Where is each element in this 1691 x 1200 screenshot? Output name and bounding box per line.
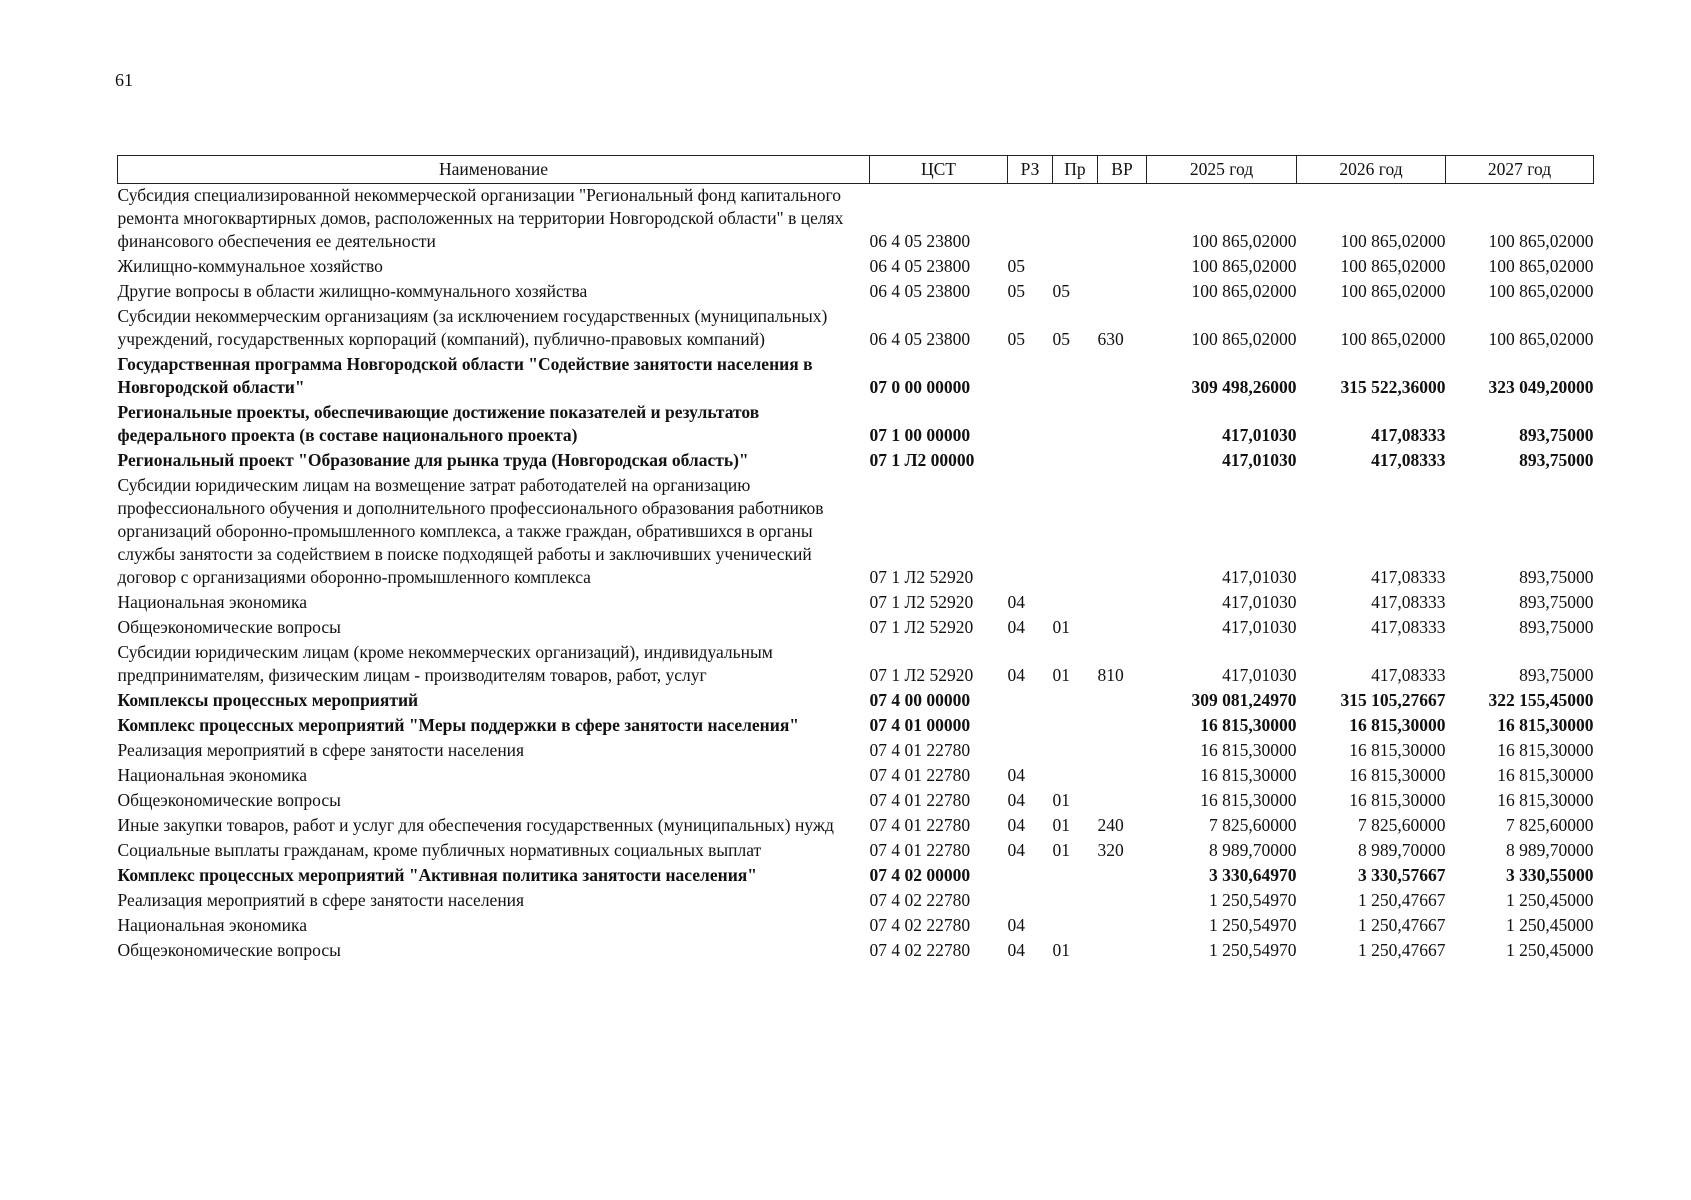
- rz-cell: 04: [1007, 617, 1025, 637]
- value-2025-cell: 417,01030: [1222, 450, 1297, 470]
- value-2027-cell: 893,75000: [1519, 592, 1594, 612]
- header-name: Наименование: [118, 156, 870, 184]
- value-2027-cell: 16 815,30000: [1497, 790, 1594, 810]
- value-2025-cell: 417,01030: [1222, 617, 1297, 637]
- table-row: [118, 616, 1594, 641]
- page-number: 61: [115, 70, 133, 90]
- name-cell: Комплексы процессных мероприятий: [117, 690, 419, 710]
- vr-cell: [1098, 789, 1147, 814]
- rz-cell: [1008, 184, 1053, 256]
- vr-cell: [1098, 353, 1147, 401]
- table-row: [118, 814, 1594, 839]
- header-rz: РЗ: [1008, 156, 1053, 184]
- pr-cell: [1053, 864, 1098, 889]
- cst-cell: 07 1 Л2 52920: [869, 665, 974, 685]
- value-2026-cell: 100 865,02000: [1340, 329, 1446, 349]
- pr-cell: [1053, 353, 1098, 401]
- vr-cell: [1098, 280, 1147, 305]
- pr-cell: [1053, 689, 1098, 714]
- name-cell: Национальная экономика: [117, 765, 308, 785]
- cst-cell: 07 4 01 22780: [869, 790, 971, 810]
- name-cell: Общеэкономические вопросы: [117, 790, 341, 810]
- table-row: [118, 914, 1594, 939]
- rz-cell: [1008, 739, 1053, 764]
- vr-cell: [1098, 914, 1147, 939]
- header-vr: ВР: [1098, 156, 1147, 184]
- value-2027-cell: 893,75000: [1519, 567, 1594, 587]
- pr-cell: [1053, 184, 1098, 256]
- cst-cell: 07 4 01 22780: [869, 815, 971, 835]
- pr-cell: [1053, 914, 1098, 939]
- value-2025-cell: 100 865,02000: [1191, 329, 1297, 349]
- value-2027-cell: 893,75000: [1519, 425, 1594, 445]
- name-cell: Комплекс процессных мероприятий "Меры поддержки в сфере занятости населения": [117, 715, 800, 735]
- table-row: [118, 714, 1594, 739]
- name-cell: Государственная программа Новгородской области "Содействие занятости населения в Новгородской области": [117, 354, 813, 397]
- name-cell: Субсидии юридическим лицам (кроме некоммерческих организаций), индивидуальным предпринимателям, физическим лицам - производителям товаров, работ, услуг: [117, 642, 773, 685]
- value-2025-cell: 7 825,60000: [1209, 815, 1297, 835]
- cst-cell: 07 1 Л2 52920: [869, 567, 974, 587]
- pr-cell: 01: [1052, 815, 1070, 835]
- rz-cell: [1008, 401, 1053, 449]
- value-2025-cell: 3 330,64970: [1209, 865, 1297, 885]
- table-header-row: [118, 156, 1594, 184]
- pr-cell: 05: [1052, 281, 1070, 301]
- pr-cell: 01: [1052, 940, 1070, 960]
- value-2026-cell: 3 330,57667: [1358, 865, 1446, 885]
- table-row: [118, 474, 1594, 591]
- name-cell: Национальная экономика: [117, 915, 308, 935]
- vr-cell: [1098, 616, 1147, 641]
- name-cell: Общеэкономические вопросы: [117, 940, 341, 960]
- name-cell: Иные закупки товаров, работ и услуг для обеспечения государственных (муниципальных) нужд: [117, 815, 834, 835]
- table-row: [118, 689, 1594, 714]
- value-2025-cell: 16 815,30000: [1200, 765, 1297, 785]
- cst-cell: 06 4 05 23800: [869, 256, 971, 276]
- value-2027-cell: 100 865,02000: [1488, 329, 1594, 349]
- name-cell: Национальная экономика: [117, 592, 308, 612]
- rz-cell: [1008, 474, 1053, 591]
- value-2026-cell: 417,08333: [1371, 592, 1446, 612]
- table-row: [118, 789, 1594, 814]
- pr-cell: [1053, 591, 1098, 616]
- cst-cell: 07 4 02 22780: [869, 940, 971, 960]
- value-2025-cell: 309 081,24970: [1191, 690, 1297, 710]
- table-row: [118, 764, 1594, 789]
- name-cell: Субсидии некоммерческим организациям (за исключением государственных (муниципальных) учреждений, государственных корпораций (компаний), публично-правовых компаний): [117, 306, 828, 349]
- value-2025-cell: 100 865,02000: [1191, 231, 1297, 251]
- table-row: [118, 839, 1594, 864]
- value-2027-cell: 893,75000: [1519, 617, 1594, 637]
- value-2026-cell: 100 865,02000: [1340, 231, 1446, 251]
- pr-cell: 05: [1052, 329, 1070, 349]
- cst-cell: 07 0 00 00000: [869, 377, 971, 397]
- cst-cell: 07 4 01 22780: [869, 840, 971, 860]
- table-row: [118, 255, 1594, 280]
- name-cell: Реализация мероприятий в сфере занятости населения: [117, 740, 525, 760]
- value-2025-cell: 417,01030: [1222, 592, 1297, 612]
- table-body: [118, 184, 1594, 965]
- vr-cell: [1098, 939, 1147, 964]
- value-2026-cell: 417,08333: [1371, 665, 1446, 685]
- header-cst: ЦСТ: [870, 156, 1008, 184]
- value-2026-cell: 100 865,02000: [1340, 281, 1446, 301]
- table-row: [118, 305, 1594, 353]
- name-cell: Субсидия специализированной некоммерческой организации "Региональный фонд капитального ремонта многоквартирных домов, расположенных на территории Новгородской области" в целях финансового обеспечения ее деятельности: [117, 185, 844, 251]
- header-pr: Пр: [1053, 156, 1098, 184]
- value-2025-cell: 417,01030: [1222, 665, 1297, 685]
- value-2026-cell: 1 250,47667: [1358, 940, 1446, 960]
- value-2027-cell: 1 250,45000: [1506, 940, 1594, 960]
- value-2026-cell: 100 865,02000: [1340, 256, 1446, 276]
- pr-cell: [1053, 255, 1098, 280]
- value-2026-cell: 16 815,30000: [1349, 740, 1446, 760]
- cst-cell: 07 4 02 22780: [869, 890, 971, 910]
- value-2027-cell: 893,75000: [1519, 450, 1594, 470]
- table-row: [118, 641, 1594, 689]
- name-cell: Реализация мероприятий в сфере занятости населения: [117, 890, 525, 910]
- table-row: [118, 591, 1594, 616]
- value-2025-cell: 1 250,54970: [1209, 915, 1297, 935]
- name-cell: Жилищно-коммунальное хозяйство: [117, 256, 383, 276]
- value-2027-cell: 16 815,30000: [1497, 740, 1594, 760]
- table-row: [118, 449, 1594, 474]
- value-2025-cell: 1 250,54970: [1209, 890, 1297, 910]
- value-2027-cell: 1 250,45000: [1506, 915, 1594, 935]
- header-2026: 2026 год: [1297, 156, 1446, 184]
- value-2027-cell: 322 155,45000: [1488, 690, 1594, 710]
- budget-table: [117, 155, 1594, 964]
- rz-cell: [1008, 864, 1053, 889]
- value-2027-cell: 1 250,45000: [1506, 890, 1594, 910]
- value-2025-cell: 417,01030: [1222, 567, 1297, 587]
- pr-cell: [1053, 739, 1098, 764]
- cst-cell: 06 4 05 23800: [869, 329, 971, 349]
- value-2025-cell: 8 989,70000: [1209, 840, 1297, 860]
- cst-cell: 07 1 00 00000: [869, 425, 971, 445]
- vr-cell: [1098, 184, 1147, 256]
- rz-cell: 04: [1007, 592, 1025, 612]
- value-2026-cell: 16 815,30000: [1349, 790, 1446, 810]
- name-cell: Комплекс процессных мероприятий "Активная политика занятости населения": [117, 865, 757, 885]
- vr-cell: [1098, 401, 1147, 449]
- rz-cell: 04: [1007, 815, 1025, 835]
- rz-cell: [1008, 449, 1053, 474]
- value-2027-cell: 100 865,02000: [1488, 281, 1594, 301]
- value-2027-cell: 3 330,55000: [1506, 865, 1594, 885]
- pr-cell: [1053, 474, 1098, 591]
- cst-cell: 07 4 02 00000: [869, 865, 971, 885]
- vr-cell: [1098, 449, 1147, 474]
- value-2025-cell: 16 815,30000: [1200, 715, 1297, 735]
- name-cell: Региональный проект "Образование для рынка труда (Новгородская область)": [117, 450, 749, 470]
- vr-cell: 630: [1097, 329, 1124, 349]
- value-2027-cell: 100 865,02000: [1488, 256, 1594, 276]
- cst-cell: 07 4 02 22780: [869, 915, 971, 935]
- rz-cell: 05: [1007, 329, 1025, 349]
- pr-cell: [1053, 889, 1098, 914]
- vr-cell: [1098, 255, 1147, 280]
- rz-cell: 04: [1007, 765, 1025, 785]
- rz-cell: [1008, 714, 1053, 739]
- name-cell: Другие вопросы в области жилищно-коммунального хозяйства: [117, 281, 588, 301]
- value-2026-cell: 417,08333: [1371, 567, 1446, 587]
- table-row: [118, 739, 1594, 764]
- value-2026-cell: 1 250,47667: [1358, 915, 1446, 935]
- rz-cell: [1008, 889, 1053, 914]
- rz-cell: 05: [1007, 256, 1025, 276]
- rz-cell: [1008, 353, 1053, 401]
- vr-cell: [1098, 689, 1147, 714]
- cst-cell: 07 1 Л2 52920: [869, 617, 974, 637]
- vr-cell: [1098, 889, 1147, 914]
- pr-cell: 01: [1052, 665, 1070, 685]
- table-row: [118, 401, 1594, 449]
- vr-cell: 810: [1097, 665, 1124, 685]
- pr-cell: [1053, 714, 1098, 739]
- vr-cell: 320: [1097, 840, 1124, 860]
- value-2026-cell: 417,08333: [1371, 425, 1446, 445]
- value-2025-cell: 1 250,54970: [1209, 940, 1297, 960]
- rz-cell: 04: [1007, 940, 1025, 960]
- cst-cell: 07 4 00 00000: [869, 690, 971, 710]
- cst-cell: 06 4 05 23800: [869, 231, 971, 251]
- value-2026-cell: 315 522,36000: [1340, 377, 1446, 397]
- value-2025-cell: 417,01030: [1222, 425, 1297, 445]
- cst-cell: 07 4 01 22780: [869, 765, 971, 785]
- table-row: [118, 864, 1594, 889]
- rz-cell: 04: [1007, 665, 1025, 685]
- vr-cell: [1098, 714, 1147, 739]
- pr-cell: 01: [1052, 840, 1070, 860]
- vr-cell: [1098, 739, 1147, 764]
- value-2025-cell: 16 815,30000: [1200, 790, 1297, 810]
- value-2026-cell: 417,08333: [1371, 617, 1446, 637]
- cst-cell: 07 4 01 00000: [869, 715, 971, 735]
- cst-cell: 07 1 Л2 52920: [869, 592, 974, 612]
- rz-cell: 04: [1007, 840, 1025, 860]
- pr-cell: [1053, 764, 1098, 789]
- value-2027-cell: 100 865,02000: [1488, 231, 1594, 251]
- cst-cell: 07 4 01 22780: [869, 740, 971, 760]
- table-row: [118, 184, 1594, 256]
- vr-cell: 240: [1097, 815, 1124, 835]
- cst-cell: 07 1 Л2 00000: [869, 450, 975, 470]
- rz-cell: 04: [1007, 790, 1025, 810]
- value-2026-cell: 7 825,60000: [1358, 815, 1446, 835]
- value-2025-cell: 309 498,26000: [1191, 377, 1297, 397]
- table-row: [118, 889, 1594, 914]
- header-2025: 2025 год: [1147, 156, 1297, 184]
- vr-cell: [1098, 474, 1147, 591]
- name-cell: Общеэкономические вопросы: [117, 617, 341, 637]
- rz-cell: 04: [1007, 915, 1025, 935]
- value-2027-cell: 893,75000: [1519, 665, 1594, 685]
- value-2027-cell: 16 815,30000: [1497, 715, 1594, 735]
- value-2027-cell: 7 825,60000: [1506, 815, 1594, 835]
- value-2025-cell: 100 865,02000: [1191, 256, 1297, 276]
- vr-cell: [1098, 864, 1147, 889]
- value-2027-cell: 16 815,30000: [1497, 765, 1594, 785]
- value-2026-cell: 16 815,30000: [1349, 715, 1446, 735]
- pr-cell: [1053, 449, 1098, 474]
- value-2026-cell: 1 250,47667: [1358, 890, 1446, 910]
- vr-cell: [1098, 764, 1147, 789]
- rz-cell: 05: [1007, 281, 1025, 301]
- header-2027: 2027 год: [1446, 156, 1594, 184]
- value-2026-cell: 8 989,70000: [1358, 840, 1446, 860]
- pr-cell: 01: [1052, 617, 1070, 637]
- name-cell: Субсидии юридическим лицам на возмещение затрат работодателей на организацию профессионального обучения и дополнительного профессионального образования работников организаций оборонно-промышленного комплекса, а также граждан, обратившихся в органы службы занятости за содействием в поиске подходящей работы и заключивших ученический договор с организациями оборонно-промышленного комплекса: [117, 475, 824, 587]
- cst-cell: 06 4 05 23800: [869, 281, 971, 301]
- value-2026-cell: 315 105,27667: [1340, 690, 1446, 710]
- value-2026-cell: 417,08333: [1371, 450, 1446, 470]
- table-row: [118, 939, 1594, 964]
- vr-cell: [1098, 591, 1147, 616]
- table-row: [118, 353, 1594, 401]
- name-cell: Социальные выплаты гражданам, кроме публичных нормативных социальных выплат: [117, 840, 762, 860]
- pr-cell: 01: [1052, 790, 1070, 810]
- value-2026-cell: 16 815,30000: [1349, 765, 1446, 785]
- name-cell: Региональные проекты, обеспечивающие достижение показателей и результатов федерального проекта (в составе национального проекта): [117, 402, 760, 445]
- value-2025-cell: 16 815,30000: [1200, 740, 1297, 760]
- rz-cell: [1008, 689, 1053, 714]
- value-2025-cell: 100 865,02000: [1191, 281, 1297, 301]
- value-2027-cell: 8 989,70000: [1506, 840, 1594, 860]
- pr-cell: [1053, 401, 1098, 449]
- value-2027-cell: 323 049,20000: [1488, 377, 1594, 397]
- table-row: [118, 280, 1594, 305]
